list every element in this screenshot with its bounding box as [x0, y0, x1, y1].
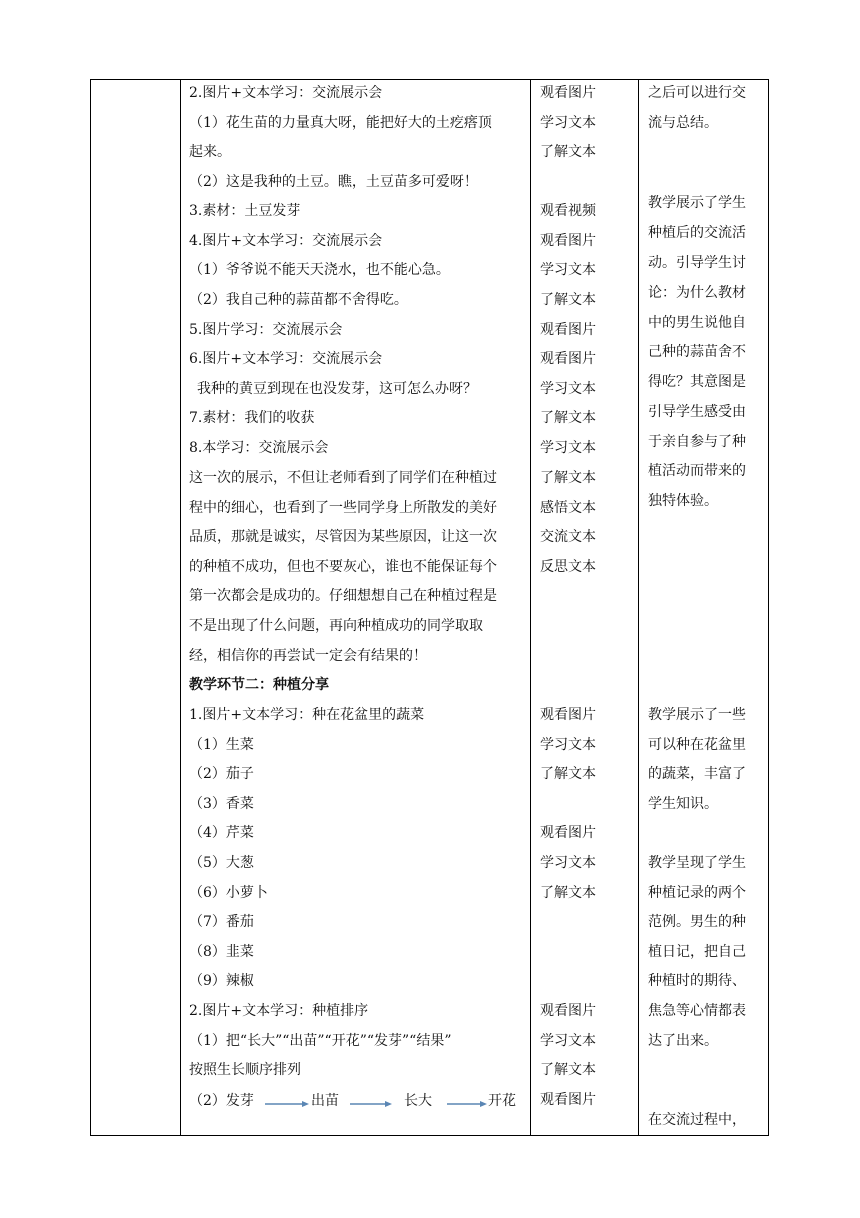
- activity-line: 了解文本: [540, 144, 596, 160]
- content-line: 5.图片学习：交流展示会: [189, 322, 343, 338]
- intent-line: 种植后的交流活: [648, 225, 746, 241]
- arrow-3-icon: [447, 1101, 487, 1107]
- content-line: 4.图片+文本学习：交流展示会: [189, 233, 383, 249]
- activity-line: 观看图片: [540, 1003, 596, 1019]
- content-line: 我种的黄豆到现在也没发芽，这可怎么办呀？: [197, 381, 477, 397]
- content-line: （2）我自己种的蒜苗都不舍得吃。: [189, 292, 408, 308]
- intent-line: 独特体验。: [648, 493, 718, 509]
- sequence-step-2: 长大: [404, 1093, 432, 1109]
- content-line: 2.图片+文本学习：种植排序: [189, 1003, 369, 1019]
- content-line: （1）爷爷说不能天天浇水，也不能心急。: [189, 262, 450, 278]
- activity-line: 交流文本: [540, 529, 596, 545]
- content-line: （2）这是我种的土豆。瞧，土豆苗多可爱呀！: [189, 174, 478, 190]
- table-border-left: [90, 79, 91, 1136]
- activity-line: 观看图片: [540, 707, 596, 723]
- content-line: 第一次都会是成功的。仔细想想自己在种植过程是: [189, 588, 497, 604]
- content-line: （3）香菜: [189, 796, 254, 812]
- content-line: 7.素材：我们的收获: [189, 410, 315, 426]
- content-line: （1）花生苗的力量真大呀，能把好大的土疙瘩顶: [189, 115, 492, 131]
- arrow-1-icon: [265, 1101, 309, 1107]
- intent-line: 的蔬菜，丰富了: [648, 766, 746, 782]
- table-top-border: [90, 79, 768, 80]
- intent-line: 植活动而带来的: [648, 463, 746, 479]
- content-line: （8）韭菜: [189, 944, 254, 960]
- content-line: 6.图片+文本学习：交流展示会: [189, 351, 383, 367]
- activity-line: 反思文本: [540, 559, 596, 575]
- activity-line: 观看图片: [540, 322, 596, 338]
- content-line: 的种植不成功，但也不要灰心，谁也不能保证每个: [189, 559, 497, 575]
- activity-line: 学习文本: [540, 440, 596, 456]
- content-line: （5）大葱: [189, 855, 254, 871]
- sequence-step-3: 开花: [488, 1093, 516, 1109]
- content-line: 这一次的展示，不但让老师看到了同学们在种植过: [189, 470, 497, 486]
- intent-line: 种植记录的两个: [648, 885, 746, 901]
- activity-line: 观看图片: [540, 825, 596, 841]
- activity-line: 观看图片: [540, 351, 596, 367]
- content-line: 不是出现了什么问题，再向种植成功的同学取取: [189, 618, 483, 634]
- content-line: （9）辣椒: [189, 973, 254, 989]
- activity-line: 学习文本: [540, 115, 596, 131]
- activity-line: 观看视频: [540, 203, 596, 219]
- intent-line: 教学呈现了学生: [648, 855, 746, 871]
- activity-line: 了解文本: [540, 292, 596, 308]
- intent-line: 达了出来。: [648, 1033, 718, 1049]
- activity-line: 了解文本: [540, 766, 596, 782]
- intent-line: 可以种在花盆里: [648, 737, 746, 753]
- intent-line: 种植时的期待、: [648, 973, 746, 989]
- intent-line: 论：为什么教材: [648, 285, 746, 301]
- content-line: （7）番茄: [189, 914, 254, 930]
- intent-line: 得吃？其意图是: [648, 374, 746, 390]
- table-divider-1: [180, 79, 181, 1136]
- activity-line: 学习文本: [540, 381, 596, 397]
- content-line: （1）把“长大”“出苗”“开花”“发芽”“结果”: [189, 1033, 452, 1049]
- activity-line: 学习文本: [540, 855, 596, 871]
- intent-line: 教学展示了一些: [648, 707, 746, 723]
- content-line: 品质，那就是诚实，尽管因为某些原因，让这一次: [189, 529, 497, 545]
- table-divider-2: [530, 79, 531, 1136]
- content-line: 3.素材：土豆发芽: [189, 203, 301, 219]
- content-line: 经，相信你的再尝试一定会有结果的！: [189, 648, 427, 664]
- activity-line: 了解文本: [540, 410, 596, 426]
- content-line: 8.本学习：交流展示会: [189, 440, 329, 456]
- content-line: （2）茄子: [189, 766, 254, 782]
- sequence-prefix: （2）发芽: [189, 1093, 254, 1109]
- activity-line: 了解文本: [540, 885, 596, 901]
- activity-line: 了解文本: [540, 470, 596, 486]
- intent-line: 中的男生说他自: [648, 315, 746, 331]
- arrow-2-icon: [350, 1101, 392, 1107]
- content-line: 1.图片+文本学习：种在花盆里的蔬菜: [189, 707, 425, 723]
- activity-line: 观看图片: [540, 85, 596, 101]
- content-line: 2.图片+文本学习：交流展示会: [189, 85, 383, 101]
- content-line: 起来。: [189, 144, 231, 160]
- intent-line: 在交流过程中，: [648, 1112, 746, 1128]
- intent-line: 于亲自参与了种: [648, 434, 746, 450]
- content-line: （6）小萝卜: [189, 885, 268, 901]
- sequence-step-1: 出苗: [311, 1093, 339, 1109]
- activity-line: 学习文本: [540, 737, 596, 753]
- content-line: 按照生长顺序排列: [189, 1062, 301, 1078]
- content-line: 程中的细心，也看到了一些同学身上所散发的美好: [189, 500, 497, 516]
- activity-line: 了解文本: [540, 1062, 596, 1078]
- table-bottom-border: [90, 1135, 768, 1136]
- activity-line: 学习文本: [540, 262, 596, 278]
- content-line: 教学环节二：种植分享: [189, 677, 329, 693]
- intent-line: 己种的蒜苗舍不: [648, 344, 746, 360]
- content-line: （4）芹菜: [189, 825, 254, 841]
- intent-line: 范例。男生的种: [648, 914, 746, 930]
- intent-line: 学生知识。: [648, 796, 718, 812]
- content-line: （1）生菜: [189, 737, 254, 753]
- intent-line: 动。引导学生讨: [648, 255, 746, 271]
- intent-line: 植日记，把自己: [648, 944, 746, 960]
- intent-line: 流与总结。: [648, 115, 718, 131]
- intent-line: 教学展示了学生: [648, 195, 746, 211]
- table-divider-3: [638, 79, 639, 1136]
- intent-line: 焦急等心情都表: [648, 1003, 746, 1019]
- activity-line: 学习文本: [540, 1033, 596, 1049]
- activity-line: 观看图片: [540, 233, 596, 249]
- intent-line: 之后可以进行交: [648, 85, 746, 101]
- table-border-right: [768, 79, 769, 1136]
- activity-line: 观看图片: [540, 1092, 596, 1108]
- activity-line: 感悟文本: [540, 500, 596, 516]
- intent-line: 引导学生感受由: [648, 404, 746, 420]
